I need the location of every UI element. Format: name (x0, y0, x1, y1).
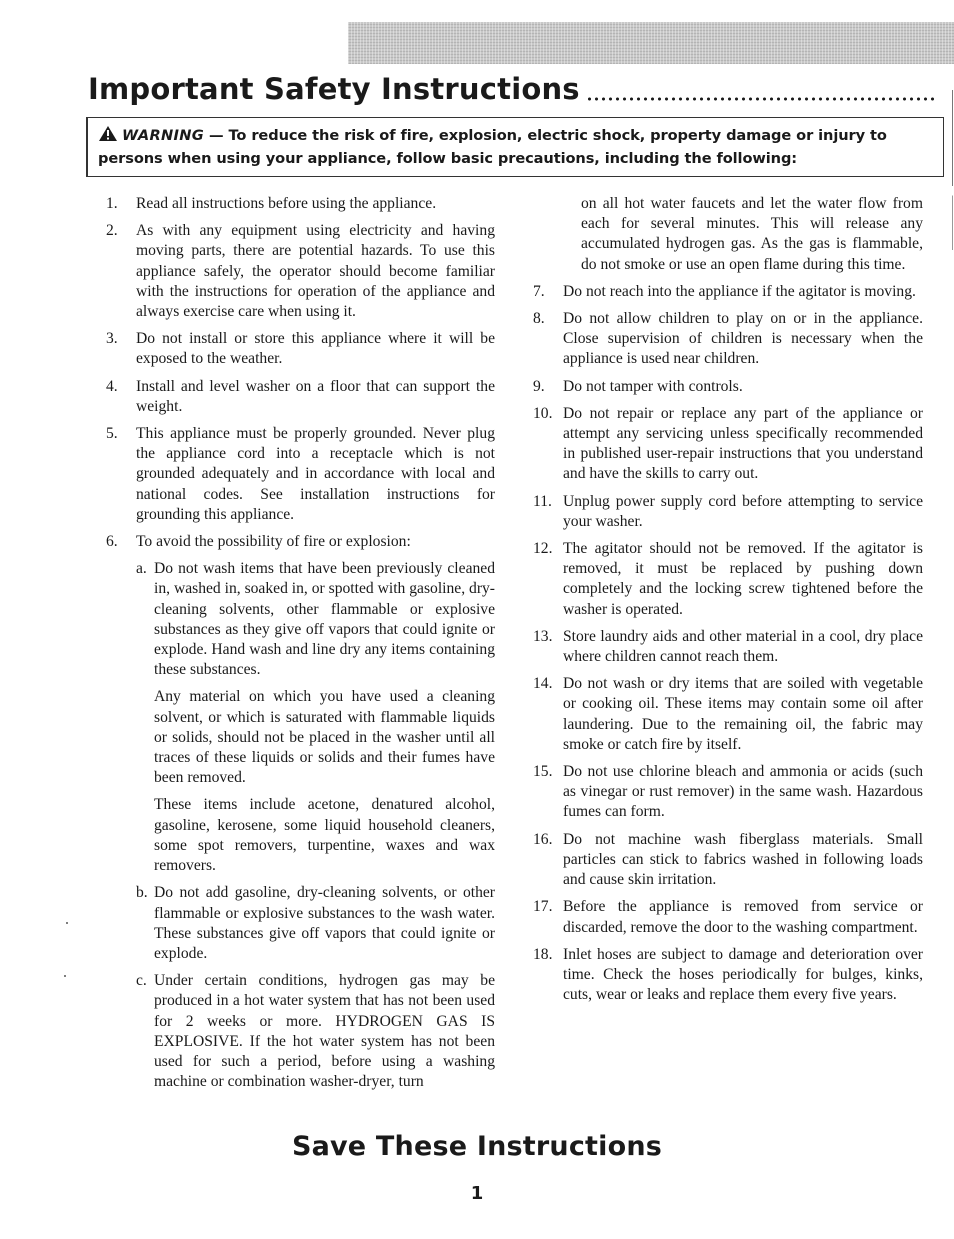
item-text: Read all instructions before using the appliance. (136, 195, 437, 212)
list-item (533, 945, 923, 1006)
list-item (106, 194, 495, 214)
sub-item-text: Do not wash items that have been previously cleaned in, washed in, soaked in, or spotted with gasoline, dry-cleaning solvents, other flammable or explosive substances as they give off vapors that could ignite or explode. Hand wash and line dry any items containing these substances. (154, 560, 495, 679)
item-text: Do not machine wash fiberglass materials. Small particles can stick to fabrics washed in following loads and cause skin irritation. (563, 830, 923, 889)
item-text: Do not reach into the appliance if the agitator is moving. (563, 282, 916, 300)
header-decorative-band (348, 22, 954, 64)
item-text: Before the appliance is removed from service or discarded, remove the door to the washing compartment. (563, 898, 923, 936)
item-number: 15. (533, 763, 553, 781)
warning-box (86, 117, 944, 177)
right-column (533, 194, 923, 1012)
list-item (533, 627, 923, 667)
list-item (533, 309, 923, 370)
item-number: 13. (533, 627, 553, 645)
sub-item-text: Do not add gasoline, dry-cleaning solvents, or other flammable or explosive substances to the wash water. These substances give off vapors that could ignite or explode. (154, 884, 495, 962)
item-text: Do not use chlorine bleach and ammonia or acids (such as vinegar or rust remover) in the same wash. Hazardous fumes can form. (563, 763, 923, 821)
sub-item-label: b. (136, 884, 148, 902)
list-item (533, 674, 923, 755)
sub-item-paragraph: Any material on which you have used a cleaning solvent, or which is saturated with flammable liquids or solids, should not be placed in the washer until all traces of these liquids or solids and their fumes have been removed. (154, 688, 495, 787)
item-number: 14. (533, 675, 553, 693)
list-item (106, 329, 495, 369)
item-number: 17. (533, 898, 553, 916)
item-number: 18. (533, 945, 553, 963)
sub-item-text: Under certain conditions, hydrogen gas may be produced in a hot water system that has not been used for 2 weeks or more. HYDROGEN GAS IS EXPLOSIVE. If the hot water system has not been used for such a period, before using a washing machine or combination washer-dryer, turn (154, 972, 495, 1091)
item-text: Do not wash or dry items that are soiled with vegetable or cooking oil. These items may contain some oil after laundering. Due to the remaining oil, the fabric may smoke or catch fire by itself. (563, 675, 923, 753)
page-title-text: Important Safety Instructions (88, 72, 580, 106)
item-text: Do not install or store this appliance where it will be exposed to the weather. (136, 330, 495, 368)
list-item (106, 424, 495, 525)
list-item (533, 282, 923, 302)
list-item (106, 532, 495, 552)
page-number: 1 (470, 1183, 484, 1204)
item-number: 9. (533, 377, 545, 395)
scan-speck (66, 922, 68, 924)
item-number: 5. (106, 425, 118, 443)
item-number: 16. (533, 830, 553, 848)
item-text: Do not tamper with controls. (563, 377, 743, 395)
item-text: Unplug power supply cord before attempting to service your washer. (563, 492, 923, 530)
scan-speck (64, 975, 66, 977)
item-text: Inlet hoses are subject to damage and deterioration over time. Check the hoses periodically for bulges, kinks, cuts, wear or leaks and replace them every five years. (563, 945, 923, 1004)
list-item (533, 404, 923, 485)
list-item (533, 492, 923, 532)
list-item (533, 377, 923, 397)
page-title (88, 66, 938, 110)
item-text: As with any equipment using electricity and having moving parts, there are potential hazards. To use this appliance safely, the operator should become familiar with the instructions for operation of the appliance and always exercise care when using it. (136, 222, 495, 321)
item-number: 1. (106, 195, 118, 212)
list-item (106, 221, 495, 322)
item-number: 3. (106, 330, 118, 348)
item-number: 11. (533, 492, 552, 510)
item-text: To avoid the possibility of fire or explosion: (136, 533, 411, 551)
sub-item-c (136, 971, 495, 1092)
sub-item-a (136, 559, 495, 680)
item-text: The agitator should not be removed. If the agitator is removed, it must be replaced by pushing down completely and the locking screw tightened before the washer is operated. (563, 540, 923, 618)
continued-paragraph: on all hot water faucets and let the water flow from each for several minutes. This will release any accumulated hydrogen gas. As the gas is flammable, do not smoke or use an open flame during this time. (581, 195, 923, 273)
item-text: This appliance must be properly grounded. Never plug the appliance cord into a receptacle which is not grounded adequately and in accordance with local and national codes. See installation instructions for grounding this appliance. (136, 425, 495, 523)
left-column (106, 194, 495, 1099)
sub-item-b (136, 883, 495, 964)
sub-item-label: c. (136, 972, 147, 990)
warning-label: WARNING (122, 127, 205, 144)
warning-text: — To reduce the risk of fire, explosion, electric shock, property damage or injury to persons when using your appliance, follow basic precautions, including the following: (98, 127, 887, 167)
item-number: 10. (533, 404, 553, 422)
sub-item-paragraph: These items include acetone, denatured alcohol, gasoline, kerosene, some liquid household cleaners, some spot removers, turpentine, waxes and wax removers. (154, 796, 495, 875)
item-number: 4. (106, 377, 118, 395)
sub-item-label: a. (136, 560, 147, 578)
list-item (533, 897, 923, 937)
item-number: 8. (533, 310, 545, 328)
list-item (533, 762, 923, 823)
save-instructions-heading: Save These Instructions (291, 1131, 663, 1162)
item-text: Do not allow children to play on or in the appliance. Close supervision of children is necessary when the appliance is used near children. (563, 310, 923, 368)
list-item (533, 830, 923, 891)
list-item (106, 377, 495, 417)
title-dot-leader (586, 97, 938, 101)
item-number: 12. (533, 540, 553, 558)
item-text: Do not repair or replace any part of the appliance or attempt any servicing unless specifically recommended in published user-repair instructions that you understand and have the skills to carry out. (563, 404, 923, 483)
item-number: 2. (106, 222, 118, 240)
list-item (533, 539, 923, 620)
item-number: 7. (533, 282, 545, 300)
item-text: Store laundry aids and other material in a cool, dry place where children cannot reach them. (563, 627, 923, 666)
item-number: 6. (106, 533, 118, 551)
warning-triangle-icon (98, 125, 118, 148)
item-text: Install and level washer on a floor that can support the weight. (136, 377, 495, 415)
margin-rule (952, 90, 953, 250)
